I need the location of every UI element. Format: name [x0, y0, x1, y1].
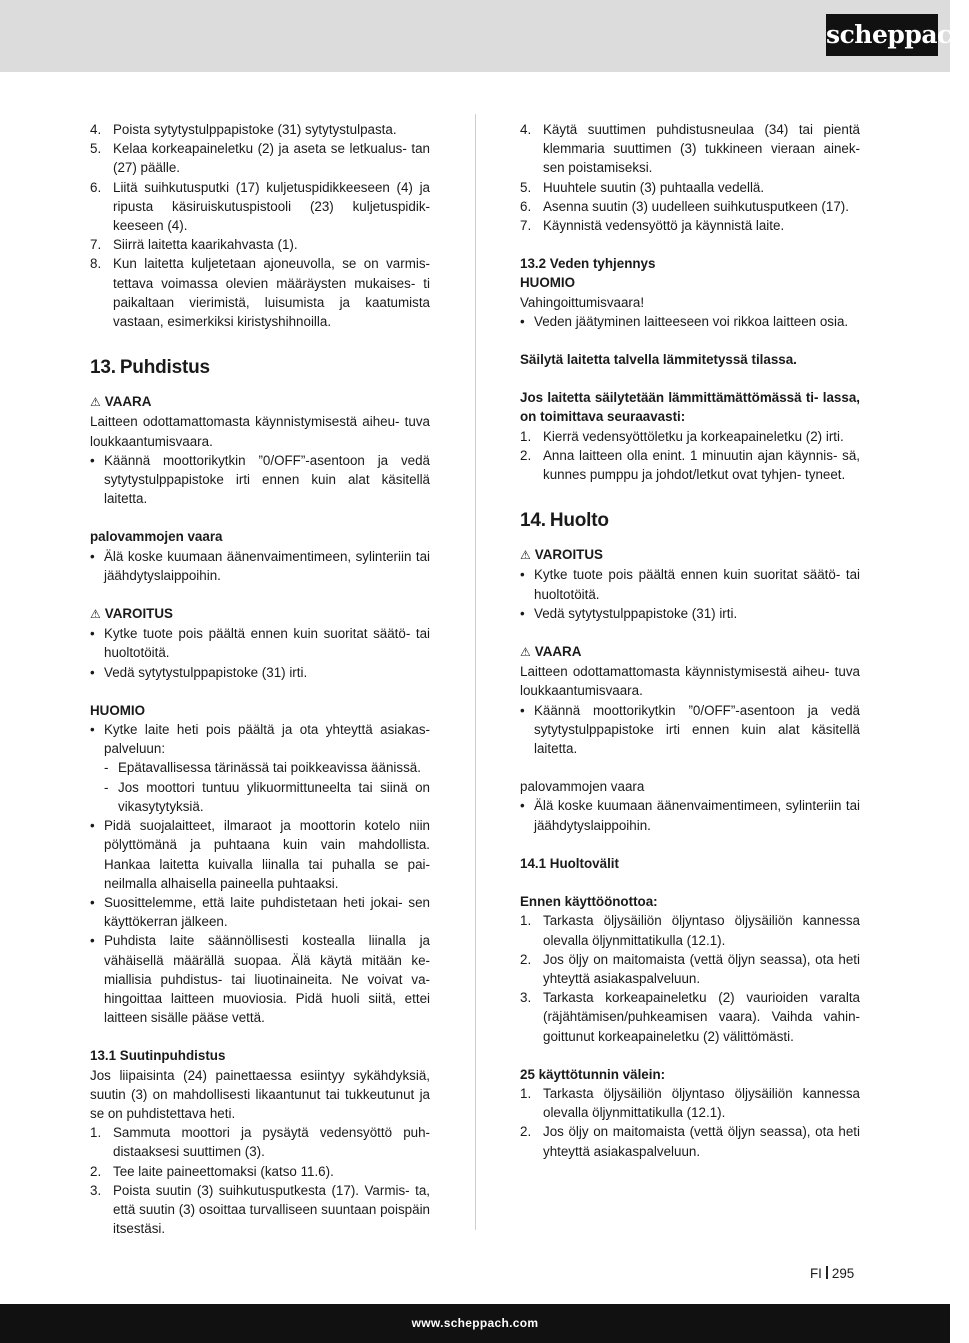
every-25h-steps: [520, 1084, 860, 1161]
list-item: • Älä koske kuumaan äänenvaimentimeen, sylinteriin tai jäähdytyslaippoihin.: [90, 548, 430, 583]
warning-triangle-icon: ⚠: [90, 607, 101, 622]
section-13-heading: 13. Puhdistus: [90, 357, 210, 379]
scheppach-logo: scheppach: [826, 14, 938, 56]
column-divider: [475, 114, 476, 1230]
list-item: • Suosittelemme, että laite puhdistetaan heti jokai- sen käyttökerran jälkeen.: [90, 894, 430, 930]
footer-bar: [0, 1304, 950, 1343]
danger-bullets: [90, 451, 430, 509]
subsection-13-1-steps: [90, 1123, 430, 1238]
list-item: 3. Tarkasta korkeapaineletku (2) vaurioiden varalta (räjähtämisen/puhkeamisen vaara). Vaihda vahin- goittunut korkeapaineletku (2) välittömästi.: [520, 990, 860, 1044]
damage-bullets: [520, 312, 860, 331]
warning-triangle-icon: ⚠: [90, 395, 101, 410]
list-item: 6. Liitä suihkutusputki (17) kuljetuspidikkeeseen (4) ja ripusta käsiruiskutuspistooli (23) kuljetuspidik- keeseen (4).: [90, 179, 430, 234]
every-25h-heading: 25 käyttötunnin välein:: [520, 1066, 666, 1082]
list-item: 4. Käytä suuttimen puhdistusneulaa (34) tai pientä klemmaria suuttimen (3) tukkineen vieraan ainek- sen poistamiseksi.: [520, 122, 860, 176]
note-bullets-rest: [90, 816, 430, 1027]
danger-text: Laitteen odottamattomasta käynnistymisestä aiheu- tuva loukkaantumisvaara.: [520, 664, 860, 699]
continued-steps: [520, 120, 860, 235]
note-heading: HUOMIO: [90, 702, 146, 718]
list-item: - Jos moottori tuntuu ylikuormittuneelta tai siinä on vikasytytyksiä.: [104, 779, 430, 814]
damage-text: Vahingoittumisvaara!: [520, 294, 645, 310]
list-item: 2. Jos öljy on maitomaista (vettä öljyn seassa), ota heti yhteyttä asiakaspalveluun.: [520, 1124, 860, 1159]
list-item: • Pidä suojalaitteet, ilmaraot ja moottorin kotelo niin pölyttömänä ja puhtaana kuin vain mahdollista. Hankaa laitetta kuivalla liinalla tai puhalla se pai- neilmalla alhaisella paineella puhtaaksi.: [90, 818, 430, 891]
list-item: • Kytke tuote pois päältä ennen kuin suoritat säätö- tai huoltotöitä.: [520, 567, 860, 602]
subsection-13-1-text: Jos liipaisinta (24) painettaessa esiintyy sykähdyksiä, suutin (3) on mahdollisesti likaantunut tai tukkeutunut ja se on puhdistettava heti.: [90, 1067, 430, 1121]
page-separator: [826, 1266, 828, 1279]
subsection-13-2-heading: 13.2 Veden tyhjennys: [520, 256, 656, 272]
subsection-13-1-heading: 13.1 Suutinpuhdistus: [90, 1048, 226, 1064]
list-item: 7. Käynnistä vedensyöttö ja käynnistä laite.: [520, 218, 785, 234]
warning-heading: ⚠ VAROITUS: [90, 606, 173, 622]
warning-heading: ⚠ VAROITUS: [520, 547, 603, 563]
unheated-steps: [520, 427, 860, 485]
list-item: 2. Jos öljy on maitomaista (vettä öljyn seassa), ota heti yhteyttä asiakaspalveluun.: [520, 951, 860, 986]
danger-bullets: [520, 701, 860, 759]
warning-bullets: [520, 565, 860, 623]
list-item: 5. Huuhtele suutin (3) puhtaalla vedellä.: [520, 179, 765, 195]
list-item: 8. Kun laitetta kuljetetaan ajoneuvolla, se on varmis- tettava voimassa olevien määräysten mukaises- ti paikaltaan vierimistä, luisumista ja kaatumista vastaan, esimerkiksi kiristyshihnoilla.: [90, 256, 430, 330]
intro-steps: [90, 120, 430, 331]
list-item: • Vedä sytytystulppapistoke (31) irti.: [90, 664, 308, 680]
list-item: 3. Poista suutin (3) suihkutusputkesta (17). Varmis- ta, että suutin (3) osoittaa turvalliseen suuntaan poispäin itsestäsi.: [90, 1182, 430, 1237]
list-item: 2. Tee laite paineettomaksi (katso 11.6).: [90, 1163, 334, 1179]
left-column: [90, 120, 430, 1238]
store-text: Säilytä laitetta talvella lämmitetyssä tilassa.: [520, 352, 797, 368]
warning-bullets: [90, 624, 430, 682]
list-item: 1. Sammuta moottori ja pysäytä vedensyöttö puh- distaaksesi suuttimen (3).: [90, 1125, 430, 1160]
list-item: 2. Anna laitteen olla enint. 1 minuutin ajan käynnis- sä, kunnes pumppu ja johdot/letkut ovat tyhjen- tyneet.: [520, 447, 860, 483]
list-item: • Veden jäätyminen laitteeseen voi rikkoa laitteen osia.: [520, 313, 849, 329]
note-heading: HUOMIO: [520, 275, 576, 291]
list-item: • Käännä moottorikytkin ”0/OFF”-asentoon ja vedä sytytystulppapistoke irti ennen kuin alat käsitellä laitetta.: [90, 452, 430, 507]
list-item: • Älä koske kuumaan äänenvaimentimeen, sylinteriin tai jäähdytyslaippoihin.: [520, 798, 860, 833]
warning-triangle-icon: ⚠: [520, 548, 531, 563]
section-14-heading: 14. Huolto: [520, 510, 609, 532]
list-item: 4. Poista sytytystulppapistoke (31) sytytystulpasta.: [90, 122, 397, 137]
list-item: • Kytke laite heti pois päältä ja ota yhteyttä asiakas- palveluun: - Epätavallisessa tärinässä tai poikkeavissa äänissä. - Jos moottori tuntuu ylikuormittuneelta tai siinä on vikasytytyksiä.: [90, 720, 430, 816]
footer-url[interactable]: www.scheppach.com: [411, 1316, 539, 1330]
note-dash-list: [104, 758, 430, 816]
warning-triangle-icon: ⚠: [520, 645, 531, 660]
page-number: FI 295: [810, 1266, 855, 1281]
note-bullets: [90, 720, 430, 816]
list-item: 1. Tarkasta öljysäiliön öljyntaso öljysäiliön kannessa olevalla öljynmittatikulla (12.1).: [520, 913, 860, 948]
danger-heading: ⚠ VAARA: [520, 644, 582, 660]
burn-bullets: [90, 547, 430, 585]
list-item: • Kytke tuote pois päältä ennen kuin suoritat säätö- tai huoltotöitä.: [90, 626, 430, 661]
list-item: 5. Kelaa korkeapaineletku (2) ja aseta se letkualus- tan (27) päälle.: [90, 141, 430, 176]
right-column: [520, 120, 860, 1161]
burn-bullets: [520, 796, 860, 834]
list-item: 1. Kierrä vedensyöttöletku ja korkeapaineletku (2) irti.: [520, 428, 844, 444]
list-item: • Käännä moottorikytkin ”0/OFF”-asentoon ja vedä sytytystulppapistoke irti ennen kuin alat käsitellä laitetta.: [520, 702, 860, 757]
subsection-14-1-heading: 14.1 Huoltovälit: [520, 855, 619, 871]
list-item: 7. Siirrä laitetta kaarikahvasta (1).: [90, 237, 298, 253]
list-item: • Vedä sytytystulppapistoke (31) irti.: [520, 605, 738, 621]
list-item: 6. Asenna suutin (3) uudelleen suihkutusputkeen (17).: [520, 198, 849, 214]
danger-text: Laitteen odottamattomasta käynnistymisestä aiheu- tuva loukkaantumisvaara.: [90, 414, 430, 449]
burn-heading: palovammojen vaara: [90, 529, 223, 545]
danger-heading: ⚠ VAARA: [90, 394, 152, 410]
burn-heading: palovammojen vaara: [520, 779, 645, 795]
list-item: • Puhdista laite säännöllisesti kostealla liinalla ja vähäisellä määrällä suopaa. Älä käytä mitään ke- miallisia puhdistus- tai liuotinaineita. Ne voivat va- hingoittaa laitteen muoviosia. Pidä huoli siitä, ettei laitteen sisälle pääse vettä.: [90, 933, 430, 1026]
unheated-text: Jos laitetta säilytetään lämmittämättömässä ti- lassa, on toimittava seuraavasti:: [520, 390, 860, 425]
before-use-steps: [520, 911, 860, 1045]
list-item: - Epätavallisessa tärinässä tai poikkeavissa äänissä.: [104, 760, 421, 776]
header-bar: [0, 0, 969, 72]
before-use-heading: Ennen käyttöönottoa:: [520, 894, 658, 910]
list-item: 1. Tarkasta öljysäiliön öljyntaso öljysäiliön kannessa olevalla öljynmittatikulla (12.1).: [520, 1085, 860, 1121]
